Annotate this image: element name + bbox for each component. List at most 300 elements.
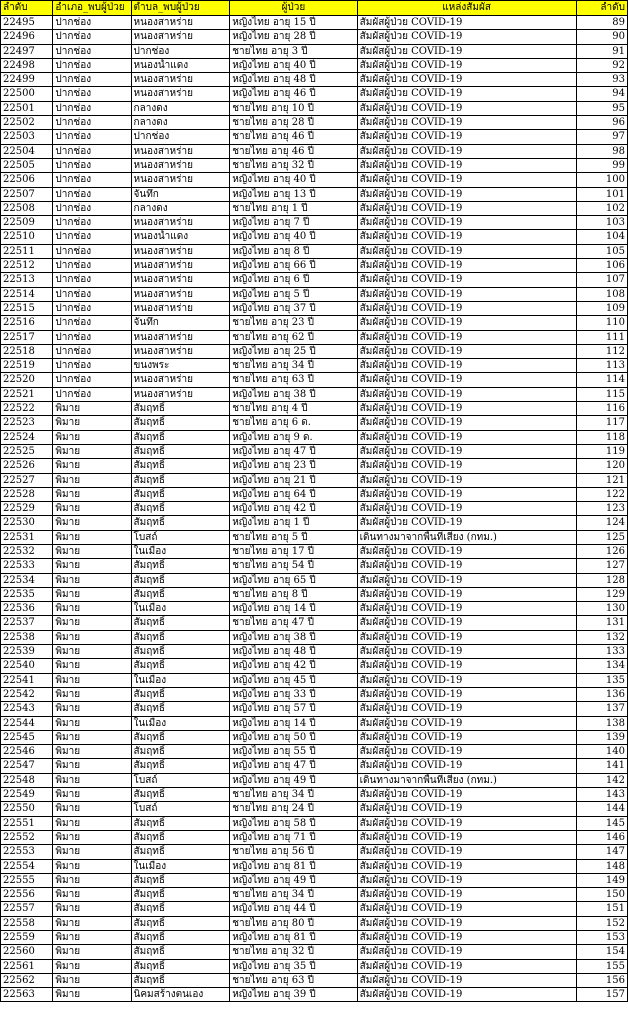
- contact-source-cell: สัมผัสผู้ป่วย COVID-19: [357, 802, 576, 816]
- patient-cell: หญิงไทย อายุ 6 ปี: [230, 273, 357, 287]
- contact-source-cell: สัมผัสผู้ป่วย COVID-19: [357, 559, 576, 573]
- table-row: [1, 916, 628, 930]
- order-cell: 121: [576, 473, 627, 487]
- patient-cell: หญิงไทย อายุ 64 ปี: [230, 487, 357, 501]
- patient-cell: ชายไทย อายุ 32 ปี: [230, 945, 357, 959]
- contact-source-cell: สัมผัสผู้ป่วย COVID-19: [357, 244, 576, 258]
- patient-cell: หญิงไทย อายุ 5 ปี: [230, 287, 357, 301]
- subdistrict-cell: สัมฤทธิ์: [131, 730, 230, 744]
- district-cell: ปากช่อง: [53, 201, 131, 215]
- patient-cell: ชายไทย อายุ 47 ปี: [230, 616, 357, 630]
- contact-source-cell: สัมผัสผู้ป่วย COVID-19: [357, 673, 576, 687]
- case-number-cell: 22561: [1, 959, 53, 973]
- district-cell: พิมาย: [53, 573, 131, 587]
- patient-cell: ชายไทย อายุ 6 ด.: [230, 416, 357, 430]
- contact-source-cell: สัมผัสผู้ป่วย COVID-19: [357, 902, 576, 916]
- case-number-cell: 22537: [1, 616, 53, 630]
- table-row: [1, 716, 628, 730]
- contact-source-cell: สัมผัสผู้ป่วย COVID-19: [357, 316, 576, 330]
- patient-cell: หญิงไทย อายุ 55 ปี: [230, 745, 357, 759]
- case-number-cell: 22539: [1, 645, 53, 659]
- order-cell: 154: [576, 945, 627, 959]
- case-number-cell: 22557: [1, 902, 53, 916]
- table-row: [1, 687, 628, 701]
- table-row: [1, 473, 628, 487]
- order-cell: 147: [576, 845, 627, 859]
- patient-cell: หญิงไทย อายุ 65 ปี: [230, 573, 357, 587]
- subdistrict-cell: ในเมือง: [131, 859, 230, 873]
- district-cell: ปากช่อง: [53, 373, 131, 387]
- case-number-cell: 22562: [1, 973, 53, 987]
- patient-cell: ชายไทย อายุ 63 ปี: [230, 373, 357, 387]
- table-row: [1, 101, 628, 115]
- district-cell: พิมาย: [53, 916, 131, 930]
- district-cell: ปากช่อง: [53, 244, 131, 258]
- subdistrict-cell: หนองสาหร่าย: [131, 287, 230, 301]
- district-cell: พิมาย: [53, 530, 131, 544]
- district-cell: ปากช่อง: [53, 344, 131, 358]
- order-cell: 98: [576, 144, 627, 158]
- table-row: [1, 402, 628, 416]
- table-row: [1, 330, 628, 344]
- table-row: [1, 58, 628, 72]
- district-cell: ปากช่อง: [53, 187, 131, 201]
- subdistrict-cell: หนองสาหร่าย: [131, 173, 230, 187]
- contact-source-cell: สัมผัสผู้ป่วย COVID-19: [357, 187, 576, 201]
- order-cell: 134: [576, 659, 627, 673]
- table-row: [1, 902, 628, 916]
- patient-cell: ชายไทย อายุ 4 ปี: [230, 402, 357, 416]
- district-cell: พิมาย: [53, 487, 131, 501]
- patient-cell: หญิงไทย อายุ 40 ปี: [230, 58, 357, 72]
- case-number-cell: 22559: [1, 931, 53, 945]
- order-cell: 108: [576, 287, 627, 301]
- table-row: [1, 444, 628, 458]
- order-cell: 118: [576, 430, 627, 444]
- case-number-cell: 22508: [1, 201, 53, 215]
- case-number-cell: 22498: [1, 58, 53, 72]
- district-cell: พิมาย: [53, 687, 131, 701]
- table-row: [1, 216, 628, 230]
- order-cell: 109: [576, 301, 627, 315]
- contact-source-cell: สัมผัสผู้ป่วย COVID-19: [357, 444, 576, 458]
- order-cell: 142: [576, 773, 627, 787]
- table-row: [1, 16, 628, 30]
- order-cell: 145: [576, 816, 627, 830]
- contact-source-cell: สัมผัสผู้ป่วย COVID-19: [357, 702, 576, 716]
- contact-source-cell: สัมผัสผู้ป่วย COVID-19: [357, 602, 576, 616]
- order-cell: 100: [576, 173, 627, 187]
- case-number-cell: 22516: [1, 316, 53, 330]
- contact-source-cell: สัมผัสผู้ป่วย COVID-19: [357, 359, 576, 373]
- case-number-cell: 22548: [1, 773, 53, 787]
- subdistrict-cell: สัมฤทธิ์: [131, 845, 230, 859]
- district-cell: พิมาย: [53, 759, 131, 773]
- contact-source-cell: สัมผัสผู้ป่วย COVID-19: [357, 759, 576, 773]
- district-cell: ปากช่อง: [53, 387, 131, 401]
- patient-cell: หญิงไทย อายุ 38 ปี: [230, 630, 357, 644]
- case-number-cell: 22549: [1, 788, 53, 802]
- table-row: [1, 888, 628, 902]
- district-cell: ปากช่อง: [53, 16, 131, 30]
- patient-cell: หญิงไทย อายุ 71 ปี: [230, 830, 357, 844]
- table-row: [1, 259, 628, 273]
- contact-source-cell: สัมผัสผู้ป่วย COVID-19: [357, 616, 576, 630]
- patient-cell: หญิงไทย อายุ 9 ด.: [230, 430, 357, 444]
- case-number-cell: 22524: [1, 430, 53, 444]
- case-number-cell: 22545: [1, 730, 53, 744]
- district-cell: พิมาย: [53, 544, 131, 558]
- subdistrict-cell: หนองสาหร่าย: [131, 273, 230, 287]
- district-cell: พิมาย: [53, 559, 131, 573]
- table-row: [1, 759, 628, 773]
- patient-cell: หญิงไทย อายุ 45 ปี: [230, 673, 357, 687]
- subdistrict-cell: สัมฤทธิ์: [131, 416, 230, 430]
- district-cell: ปากช่อง: [53, 73, 131, 87]
- subdistrict-cell: สัมฤทธิ์: [131, 888, 230, 902]
- contact-source-cell: สัมผัสผู้ป่วย COVID-19: [357, 158, 576, 172]
- contact-source-cell: สัมผัสผู้ป่วย COVID-19: [357, 216, 576, 230]
- patient-cell: หญิงไทย อายุ 21 ปี: [230, 473, 357, 487]
- district-cell: พิมาย: [53, 516, 131, 530]
- subdistrict-cell: กลางดง: [131, 201, 230, 215]
- district-cell: พิมาย: [53, 587, 131, 601]
- case-number-cell: 22528: [1, 487, 53, 501]
- order-cell: 117: [576, 416, 627, 430]
- case-number-cell: 22531: [1, 530, 53, 544]
- order-cell: 123: [576, 502, 627, 516]
- header-case-number: ลำดับ: [1, 1, 53, 16]
- table-row: [1, 44, 628, 58]
- district-cell: ปากช่อง: [53, 87, 131, 101]
- header-district: อำเภอ_พบผู้ป่วย: [53, 1, 131, 16]
- district-cell: พิมาย: [53, 859, 131, 873]
- contact-source-cell: สัมผัสผู้ป่วย COVID-19: [357, 888, 576, 902]
- patient-cell: หญิงไทย อายุ 46 ปี: [230, 87, 357, 101]
- patient-cell: ชายไทย อายุ 63 ปี: [230, 973, 357, 987]
- subdistrict-cell: หนองสาหร่าย: [131, 73, 230, 87]
- district-cell: ปากช่อง: [53, 44, 131, 58]
- district-cell: พิมาย: [53, 502, 131, 516]
- district-cell: ปากช่อง: [53, 316, 131, 330]
- table-row: [1, 845, 628, 859]
- subdistrict-cell: ในเมือง: [131, 673, 230, 687]
- order-cell: 92: [576, 58, 627, 72]
- subdistrict-cell: สัมฤทธิ์: [131, 630, 230, 644]
- patient-cell: หญิงไทย อายุ 44 ปี: [230, 902, 357, 916]
- order-cell: 89: [576, 16, 627, 30]
- case-number-cell: 22514: [1, 287, 53, 301]
- contact-source-cell: สัมผัสผู้ป่วย COVID-19: [357, 416, 576, 430]
- case-number-cell: 22500: [1, 87, 53, 101]
- contact-source-cell: สัมผัสผู้ป่วย COVID-19: [357, 659, 576, 673]
- table-row: [1, 359, 628, 373]
- patient-cell: ชายไทย อายุ 34 ปี: [230, 788, 357, 802]
- order-cell: 138: [576, 716, 627, 730]
- patient-cell: ชายไทย อายุ 34 ปี: [230, 888, 357, 902]
- table-row: [1, 645, 628, 659]
- subdistrict-cell: กลางดง: [131, 116, 230, 130]
- case-number-cell: 22550: [1, 802, 53, 816]
- case-number-cell: 22507: [1, 187, 53, 201]
- contact-source-cell: สัมผัสผู้ป่วย COVID-19: [357, 959, 576, 973]
- table-row: [1, 973, 628, 987]
- order-cell: 156: [576, 973, 627, 987]
- contact-source-cell: สัมผัสผู้ป่วย COVID-19: [357, 645, 576, 659]
- patient-cell: หญิงไทย อายุ 28 ปี: [230, 30, 357, 44]
- subdistrict-cell: สัมฤทธิ์: [131, 616, 230, 630]
- subdistrict-cell: หนองสาหร่าย: [131, 330, 230, 344]
- order-cell: 95: [576, 101, 627, 115]
- patient-cell: ชายไทย อายุ 80 ปี: [230, 916, 357, 930]
- case-number-cell: 22546: [1, 745, 53, 759]
- district-cell: พิมาย: [53, 673, 131, 687]
- district-cell: พิมาย: [53, 716, 131, 730]
- district-cell: พิมาย: [53, 931, 131, 945]
- contact-source-cell: สัมผัสผู้ป่วย COVID-19: [357, 845, 576, 859]
- order-cell: 128: [576, 573, 627, 587]
- district-cell: พิมาย: [53, 988, 131, 1002]
- district-cell: พิมาย: [53, 745, 131, 759]
- table-row: [1, 816, 628, 830]
- order-cell: 137: [576, 702, 627, 716]
- patient-cell: หญิงไทย อายุ 81 ปี: [230, 931, 357, 945]
- subdistrict-cell: สัมฤทธิ์: [131, 830, 230, 844]
- contact-source-cell: สัมผัสผู้ป่วย COVID-19: [357, 988, 576, 1002]
- subdistrict-cell: หนองสาหร่าย: [131, 244, 230, 258]
- subdistrict-cell: สัมฤทธิ์: [131, 502, 230, 516]
- order-cell: 101: [576, 187, 627, 201]
- district-cell: ปากช่อง: [53, 359, 131, 373]
- contact-source-cell: สัมผัสผู้ป่วย COVID-19: [357, 173, 576, 187]
- order-cell: 104: [576, 230, 627, 244]
- subdistrict-cell: สัมฤทธิ์: [131, 702, 230, 716]
- subdistrict-cell: สัมฤทธิ์: [131, 973, 230, 987]
- table-row: [1, 244, 628, 258]
- subdistrict-cell: หนองสาหร่าย: [131, 144, 230, 158]
- district-cell: พิมาย: [53, 602, 131, 616]
- case-number-cell: 22530: [1, 516, 53, 530]
- table-row: [1, 487, 628, 501]
- contact-source-cell: เดินทางมาจากพื้นที่เสี่ยง (กทม.): [357, 530, 576, 544]
- subdistrict-cell: สัมฤทธิ์: [131, 873, 230, 887]
- contact-source-cell: สัมผัสผู้ป่วย COVID-19: [357, 716, 576, 730]
- subdistrict-cell: หนองน้ำแดง: [131, 230, 230, 244]
- order-cell: 131: [576, 616, 627, 630]
- table-row: [1, 430, 628, 444]
- case-number-cell: 22541: [1, 673, 53, 687]
- case-number-cell: 22515: [1, 301, 53, 315]
- case-number-cell: 22525: [1, 444, 53, 458]
- case-number-cell: 22533: [1, 559, 53, 573]
- contact-source-cell: สัมผัสผู้ป่วย COVID-19: [357, 859, 576, 873]
- contact-source-cell: สัมผัสผู้ป่วย COVID-19: [357, 873, 576, 887]
- subdistrict-cell: หนองสาหร่าย: [131, 259, 230, 273]
- district-cell: ปากช่อง: [53, 173, 131, 187]
- patient-cell: หญิงไทย อายุ 40 ปี: [230, 230, 357, 244]
- patient-cell: หญิงไทย อายุ 81 ปี: [230, 859, 357, 873]
- table-row: [1, 945, 628, 959]
- patient-cell: ชายไทย อายุ 17 ปี: [230, 544, 357, 558]
- subdistrict-cell: สัมฤทธิ์: [131, 645, 230, 659]
- contact-source-cell: สัมผัสผู้ป่วย COVID-19: [357, 273, 576, 287]
- order-cell: 97: [576, 130, 627, 144]
- subdistrict-cell: หนองสาหร่าย: [131, 87, 230, 101]
- patient-cell: หญิงไทย อายุ 49 ปี: [230, 873, 357, 887]
- contact-source-cell: สัมผัสผู้ป่วย COVID-19: [357, 587, 576, 601]
- patient-cell: ชายไทย อายุ 46 ปี: [230, 130, 357, 144]
- patient-cell: หญิงไทย อายุ 42 ปี: [230, 659, 357, 673]
- case-number-cell: 22501: [1, 101, 53, 115]
- table-row: [1, 416, 628, 430]
- patient-cell: หญิงไทย อายุ 14 ปี: [230, 602, 357, 616]
- case-number-cell: 22529: [1, 502, 53, 516]
- case-number-cell: 22510: [1, 230, 53, 244]
- district-cell: พิมาย: [53, 845, 131, 859]
- table-row: [1, 830, 628, 844]
- order-cell: 135: [576, 673, 627, 687]
- case-number-cell: 22503: [1, 130, 53, 144]
- contact-source-cell: สัมผัสผู้ป่วย COVID-19: [357, 30, 576, 44]
- case-number-cell: 22522: [1, 402, 53, 416]
- subdistrict-cell: สัมฤทธิ์: [131, 745, 230, 759]
- subdistrict-cell: สัมฤทธิ์: [131, 573, 230, 587]
- subdistrict-cell: สัมฤทธิ์: [131, 659, 230, 673]
- subdistrict-cell: สัมฤทธิ์: [131, 444, 230, 458]
- subdistrict-cell: สัมฤทธิ์: [131, 516, 230, 530]
- table-row: [1, 530, 628, 544]
- district-cell: พิมาย: [53, 730, 131, 744]
- patient-cell: หญิงไทย อายุ 39 ปี: [230, 988, 357, 1002]
- patient-cell: หญิงไทย อายุ 40 ปี: [230, 173, 357, 187]
- subdistrict-cell: หนองสาหร่าย: [131, 373, 230, 387]
- contact-source-cell: สัมผัสผู้ป่วย COVID-19: [357, 116, 576, 130]
- subdistrict-cell: ปากช่อง: [131, 44, 230, 58]
- contact-source-cell: สัมผัสผู้ป่วย COVID-19: [357, 201, 576, 215]
- subdistrict-cell: นิคมสร้างตนเอง: [131, 988, 230, 1002]
- contact-source-cell: สัมผัสผู้ป่วย COVID-19: [357, 788, 576, 802]
- contact-source-cell: สัมผัสผู้ป่วย COVID-19: [357, 473, 576, 487]
- contact-source-cell: สัมผัสผู้ป่วย COVID-19: [357, 816, 576, 830]
- header-subdistrict: ตำบล_พบผู้ป่วย: [131, 1, 230, 16]
- contact-source-cell: สัมผัสผู้ป่วย COVID-19: [357, 402, 576, 416]
- subdistrict-cell: ในเมือง: [131, 544, 230, 558]
- patient-cell: ชายไทย อายุ 10 ปี: [230, 101, 357, 115]
- order-cell: 149: [576, 873, 627, 887]
- table-row: [1, 301, 628, 315]
- patient-cell: หญิงไทย อายุ 13 ปี: [230, 187, 357, 201]
- patient-cell: หญิงไทย อายุ 50 ปี: [230, 730, 357, 744]
- table-row: [1, 130, 628, 144]
- district-cell: ปากช่อง: [53, 301, 131, 315]
- table-row: [1, 773, 628, 787]
- order-cell: 132: [576, 630, 627, 644]
- patient-cell: หญิงไทย อายุ 48 ปี: [230, 645, 357, 659]
- subdistrict-cell: โบสถ์: [131, 802, 230, 816]
- subdistrict-cell: สัมฤทธิ์: [131, 587, 230, 601]
- subdistrict-cell: สัมฤทธิ์: [131, 902, 230, 916]
- subdistrict-cell: โบสถ์: [131, 530, 230, 544]
- order-cell: 110: [576, 316, 627, 330]
- order-cell: 102: [576, 201, 627, 215]
- case-number-cell: 22521: [1, 387, 53, 401]
- contact-source-cell: สัมผัสผู้ป่วย COVID-19: [357, 230, 576, 244]
- contact-source-cell: สัมผัสผู้ป่วย COVID-19: [357, 101, 576, 115]
- case-number-cell: 22517: [1, 330, 53, 344]
- subdistrict-cell: สัมฤทธิ์: [131, 687, 230, 701]
- header-order: ลำดับ: [576, 1, 627, 16]
- case-number-cell: 22523: [1, 416, 53, 430]
- patient-cell: หญิงไทย อายุ 1 ปี: [230, 516, 357, 530]
- subdistrict-cell: สัมฤทธิ์: [131, 559, 230, 573]
- order-cell: 105: [576, 244, 627, 258]
- subdistrict-cell: สัมฤทธิ์: [131, 402, 230, 416]
- header-contact-source: แหล่งสัมผัส: [357, 1, 576, 16]
- contact-source-cell: สัมผัสผู้ป่วย COVID-19: [357, 973, 576, 987]
- patient-cell: ชายไทย อายุ 8 ปี: [230, 587, 357, 601]
- subdistrict-cell: ปากช่อง: [131, 130, 230, 144]
- case-number-cell: 22544: [1, 716, 53, 730]
- subdistrict-cell: สัมฤทธิ์: [131, 487, 230, 501]
- case-number-cell: 22502: [1, 116, 53, 130]
- table-row: [1, 802, 628, 816]
- case-number-cell: 22532: [1, 544, 53, 558]
- district-cell: ปากช่อง: [53, 30, 131, 44]
- subdistrict-cell: หนองสาหร่าย: [131, 301, 230, 315]
- subdistrict-cell: จันทึก: [131, 316, 230, 330]
- order-cell: 122: [576, 487, 627, 501]
- subdistrict-cell: หนองสาหร่าย: [131, 16, 230, 30]
- patient-cell: ชายไทย อายุ 32 ปี: [230, 158, 357, 172]
- table-row: [1, 559, 628, 573]
- patient-cell: หญิงไทย อายุ 33 ปี: [230, 687, 357, 701]
- case-number-cell: 22543: [1, 702, 53, 716]
- district-cell: ปากช่อง: [53, 58, 131, 72]
- order-cell: 148: [576, 859, 627, 873]
- order-cell: 141: [576, 759, 627, 773]
- order-cell: 112: [576, 344, 627, 358]
- table-row: [1, 959, 628, 973]
- order-cell: 115: [576, 387, 627, 401]
- order-cell: 114: [576, 373, 627, 387]
- order-cell: 106: [576, 259, 627, 273]
- case-number-cell: 22534: [1, 573, 53, 587]
- table-row: [1, 73, 628, 87]
- contact-source-cell: สัมผัสผู้ป่วย COVID-19: [357, 87, 576, 101]
- table-row: [1, 602, 628, 616]
- patient-cell: หญิงไทย อายุ 47 ปี: [230, 444, 357, 458]
- subdistrict-cell: จันทึก: [131, 187, 230, 201]
- case-number-cell: 22527: [1, 473, 53, 487]
- case-number-cell: 22535: [1, 587, 53, 601]
- subdistrict-cell: สัมฤทธิ์: [131, 959, 230, 973]
- district-cell: ปากช่อง: [53, 287, 131, 301]
- table-row: [1, 745, 628, 759]
- patient-cell: หญิงไทย อายุ 48 ปี: [230, 73, 357, 87]
- subdistrict-cell: กลางดง: [131, 101, 230, 115]
- patient-cell: ชายไทย อายุ 46 ปี: [230, 144, 357, 158]
- case-number-cell: 22540: [1, 659, 53, 673]
- table-row: [1, 931, 628, 945]
- order-cell: 140: [576, 745, 627, 759]
- patient-cell: หญิงไทย อายุ 38 ปี: [230, 387, 357, 401]
- table-row: [1, 158, 628, 172]
- district-cell: พิมาย: [53, 802, 131, 816]
- order-cell: 143: [576, 788, 627, 802]
- patient-cell: หญิงไทย อายุ 49 ปี: [230, 773, 357, 787]
- district-cell: ปากช่อง: [53, 144, 131, 158]
- patient-cell: ชายไทย อายุ 56 ปี: [230, 845, 357, 859]
